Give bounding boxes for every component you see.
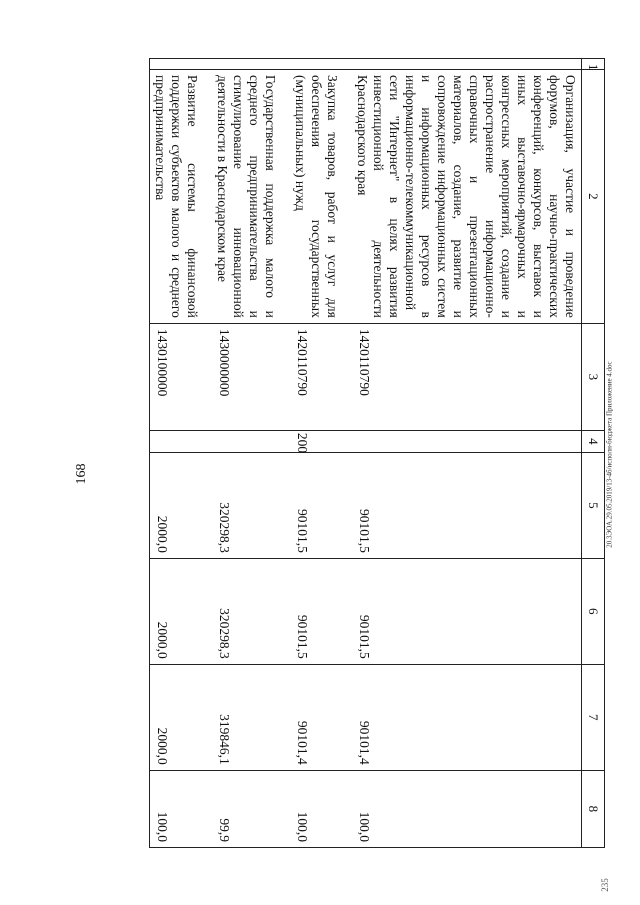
row-col-8: 99,9 (212, 770, 290, 847)
row-vr (150, 430, 213, 452)
row-col-7: 319846,1 (212, 664, 290, 770)
header-col-5: 5 (582, 452, 605, 558)
header-col-1: 1 (582, 59, 605, 70)
row-col-7: 2000,0 (150, 664, 213, 770)
row-col-8: 100,0 (150, 770, 213, 847)
row-col-5: 320298,3 (212, 452, 290, 558)
table-row (352, 59, 582, 848)
row-name: Государственная поддержка малого и среднего предпринимательства и стимулирование инновационной деятельности в Краснодарском крае (212, 70, 290, 324)
header-col-8: 8 (582, 770, 605, 847)
header-col-4: 4 (582, 430, 605, 452)
row-col-8: 100,0 (352, 770, 582, 847)
row-col-7: 90101,4 (352, 664, 582, 770)
row-name: Организация, участие и проведение форумов, научно-практических конференций, конкурсов, выставок и иных выставочно-ярмарочных и конгрессных мероприятий, создание и распространение информационно-справочных и презентационных материалов, создание, развитие и сопровождение информационных систем и информационных ресурсов в информационно-телекоммуникационной сети "Интернет" в целях развития инвестиционной деятельности Краснодарского края (352, 70, 582, 324)
table-row (212, 59, 290, 848)
row-col-6: 90101,5 (352, 558, 582, 664)
row-code: 1430100000 (150, 323, 213, 430)
row-col-6: 2000,0 (150, 558, 213, 664)
table-header-row (582, 59, 605, 848)
header-col-3: 3 (582, 323, 605, 430)
budget-table (149, 58, 605, 848)
row-code: 1430000000 (212, 323, 290, 430)
header-col-2: 2 (582, 70, 605, 324)
row-col-6: 320298,3 (212, 558, 290, 664)
row-vr: 200 (290, 430, 352, 452)
header-col-6: 6 (582, 558, 605, 664)
header-col-7: 7 (582, 664, 605, 770)
row-col-8: 100,0 (290, 770, 352, 847)
page-number: 168 (74, 463, 89, 485)
row-name: Закупка товаров, работ и услуг для обеспечения государственных (муниципальных) нужд (290, 70, 352, 324)
row-col-5: 90101,5 (352, 452, 582, 558)
row-code: 1420110790 (352, 323, 582, 430)
corner-page-mark: 235 (600, 878, 610, 892)
row-vr (352, 430, 582, 452)
document-file-path: 20.3ЭОА.29.05.2019/13-4б/исполн-бюджета Приложение 4.doc (605, 361, 614, 548)
row-col-5: 90101,5 (290, 452, 352, 558)
budget-table-wrapper (95, 58, 605, 848)
row-vr (212, 430, 290, 452)
table-row (150, 59, 213, 848)
table-row (290, 59, 352, 848)
row-col-6: 90101,5 (290, 558, 352, 664)
row-col-7: 90101,4 (290, 664, 352, 770)
row-col-5: 2000,0 (150, 452, 213, 558)
row-code: 1420110790 (290, 323, 352, 430)
row-name: Развитие системы финансовой поддержки субъектов малого и среднего предпринимательства (150, 70, 213, 324)
